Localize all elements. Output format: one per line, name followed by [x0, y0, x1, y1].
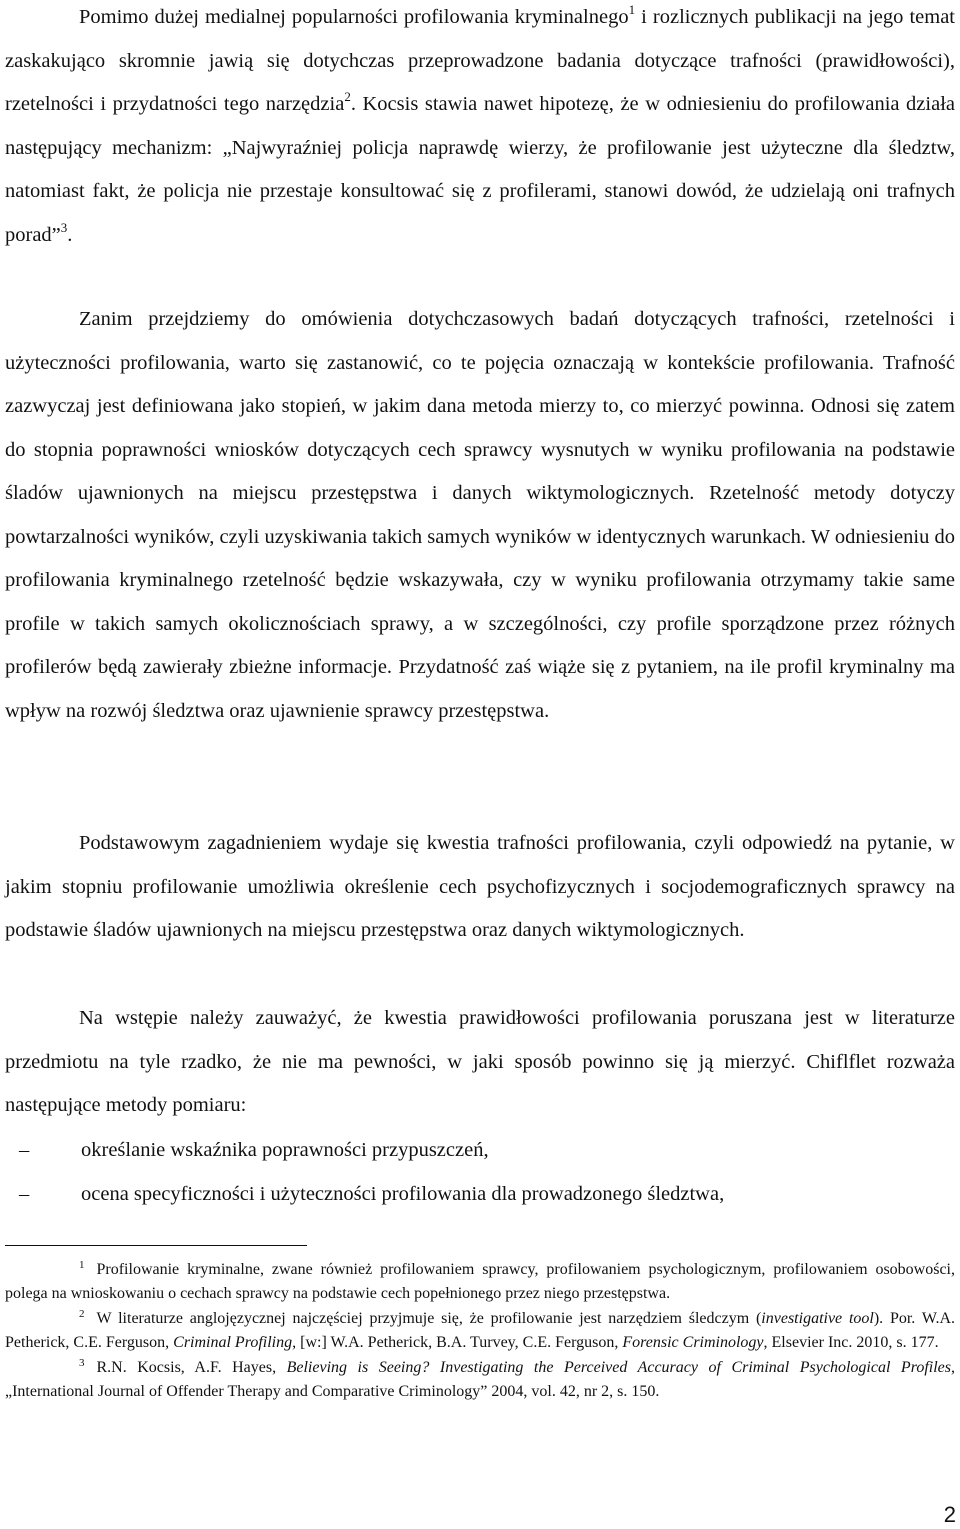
page-number: 2	[943, 1502, 956, 1527]
list-item	[5, 1128, 955, 1172]
footnote-number: 2	[79, 1307, 85, 1320]
italic-text: Forensic Criminology	[622, 1334, 764, 1352]
text-run: Profilowanie kryminalne, zwane również profilowaniem sprawcy, profilowaniem psychologicznym, profilowaniem osobowości, polega na wnioskowaniu o cechach sprawcy na podstawie cech popełnionego przez niego przestępstwa.	[5, 1261, 955, 1303]
text-run: , Elsevier Inc. 2010, s. 177.	[763, 1334, 939, 1352]
footnote-ref: 3	[60, 219, 68, 235]
text-run: Zanim przejdziemy do omówienia dotychczasowych badań dotyczących trafności, rzetelności i użyteczności profilowania, warto się zastanowić, co te pojęcia oznaczają w kontekście profilowania. Trafność zazwyczaj jest definiowana jako stopień, w jakim dana metoda mierzy to, co mierzyć powinna. Odnosi się zatem do stopnia poprawności wniosków dotyczących cech sprawcy wysnutych w wyniku profilowania na podstawie śladów ujawnionych na miejscu przestępstwa i danych wiktymologicznych. Rzetelność metody dotyczy powtarzalności wyników, czyli uzyskiwania takich samych wyników w identycznych warunkach. W odniesieniu do profilowania kryminalnego rzetelność będzie wskazywała, czy w wyniku profilowania otrzymamy takie same profile w takich samych okolicznościach sprawy, a w szczególności, czy profile sporządzone przez różnych profilerów będą zawierały zbieżne informacje. Przydatność zaś wiąże się z pytaniem, na ile profil kryminalny ma wpływ na rozwój śledztwa oraz ujawnienie sprawcy przestępstwa.	[5, 308, 955, 722]
italic-text: investigative tool	[761, 1309, 874, 1327]
footnote	[5, 1307, 955, 1356]
text-run: Pomimo dużej medialnej popularności profilowania kryminalnego	[79, 6, 629, 28]
dash-list	[5, 1128, 955, 1216]
text-run: W literaturze anglojęzycznej najczęściej przyjmuje się, że profilowanie jest narzędziem śledczym (	[96, 1309, 762, 1327]
text-run: R.N. Kocsis, A.F. Hayes,	[96, 1358, 287, 1376]
paragraph	[5, 298, 955, 733]
footnote	[5, 1258, 955, 1307]
list-item	[5, 1172, 955, 1216]
dash-bullet: –	[19, 1183, 30, 1205]
footnote-separator	[5, 1245, 307, 1246]
footnote-number: 1	[79, 1259, 85, 1271]
paragraph	[5, 0, 955, 257]
footnote-ref: 2	[344, 89, 351, 104]
paragraph	[5, 822, 955, 953]
text-run: , „International Journal of Offender Therapy and Comparative Criminology” 2004, vol. 42, nr 2, s. 150.	[5, 1358, 955, 1401]
list-item-text: określanie wskaźnika poprawności przypuszczeń,	[81, 1139, 489, 1161]
text-run: Podstawowym zagadnieniem wydaje się kwestia trafności profilowania, czyli odpowiedź na pytanie, w jakim stopniu profilowanie umożliwia określenie cech psychofizycznych i socjodemograficznych sprawcy na podstawie śladów ujawnionych na miejscu przestępstwa oraz danych wiktymologicznych.	[5, 832, 955, 941]
text-run: i rozlicznych publikacji na jego temat zaskakująco skromnie jawią się dotychczas przeprowadzone badania dotyczące trafności (prawidłowości), rzetelności i przydatności tego narzędzia	[5, 6, 955, 115]
text-run: Na wstępie należy zauważyć, że kwestia prawidłowości profilowania poruszana jest w literaturze przedmiotu na tyle rzadko, że nie ma pewności, w jaki sposób powinno się ją mierzyć. Chiflflet rozważa następujące metody pomiaru:	[5, 1007, 955, 1116]
footnote-number: 3	[79, 1356, 85, 1369]
dash-bullet: –	[19, 1139, 30, 1161]
text-run: . Kocsis stawia nawet hipotezę, że w odniesieniu do profilowania działa następujący mechanizm: „Najwyraźniej policja naprawdę wierzy, że profilowanie jest użyteczne dla śledztw, natomiast fakt, że policja nie przestaje konsultować się z profilerami, stanowi dowód, że udzielają oni trafnych porad”	[5, 93, 955, 246]
text-run: .	[67, 223, 73, 246]
footnote-ref: 1	[628, 2, 636, 17]
text-run: ). Por. W.A. Petherick, C.E. Ferguson,	[5, 1309, 956, 1352]
paragraph	[5, 997, 955, 1128]
footnote	[5, 1356, 955, 1405]
footnotes	[5, 1258, 955, 1404]
list-item-text: ocena specyficzności i użyteczności profilowania dla prowadzonego śledztwa,	[81, 1183, 725, 1205]
italic-text: Believing is Seeing? Investigating the Perceived Accuracy of Criminal Psychological Profiles	[286, 1358, 951, 1376]
text-run: , [w:] W.A. Petherick, B.A. Turvey, C.E. Ferguson,	[292, 1334, 623, 1352]
italic-text: Criminal Profiling	[173, 1334, 293, 1352]
